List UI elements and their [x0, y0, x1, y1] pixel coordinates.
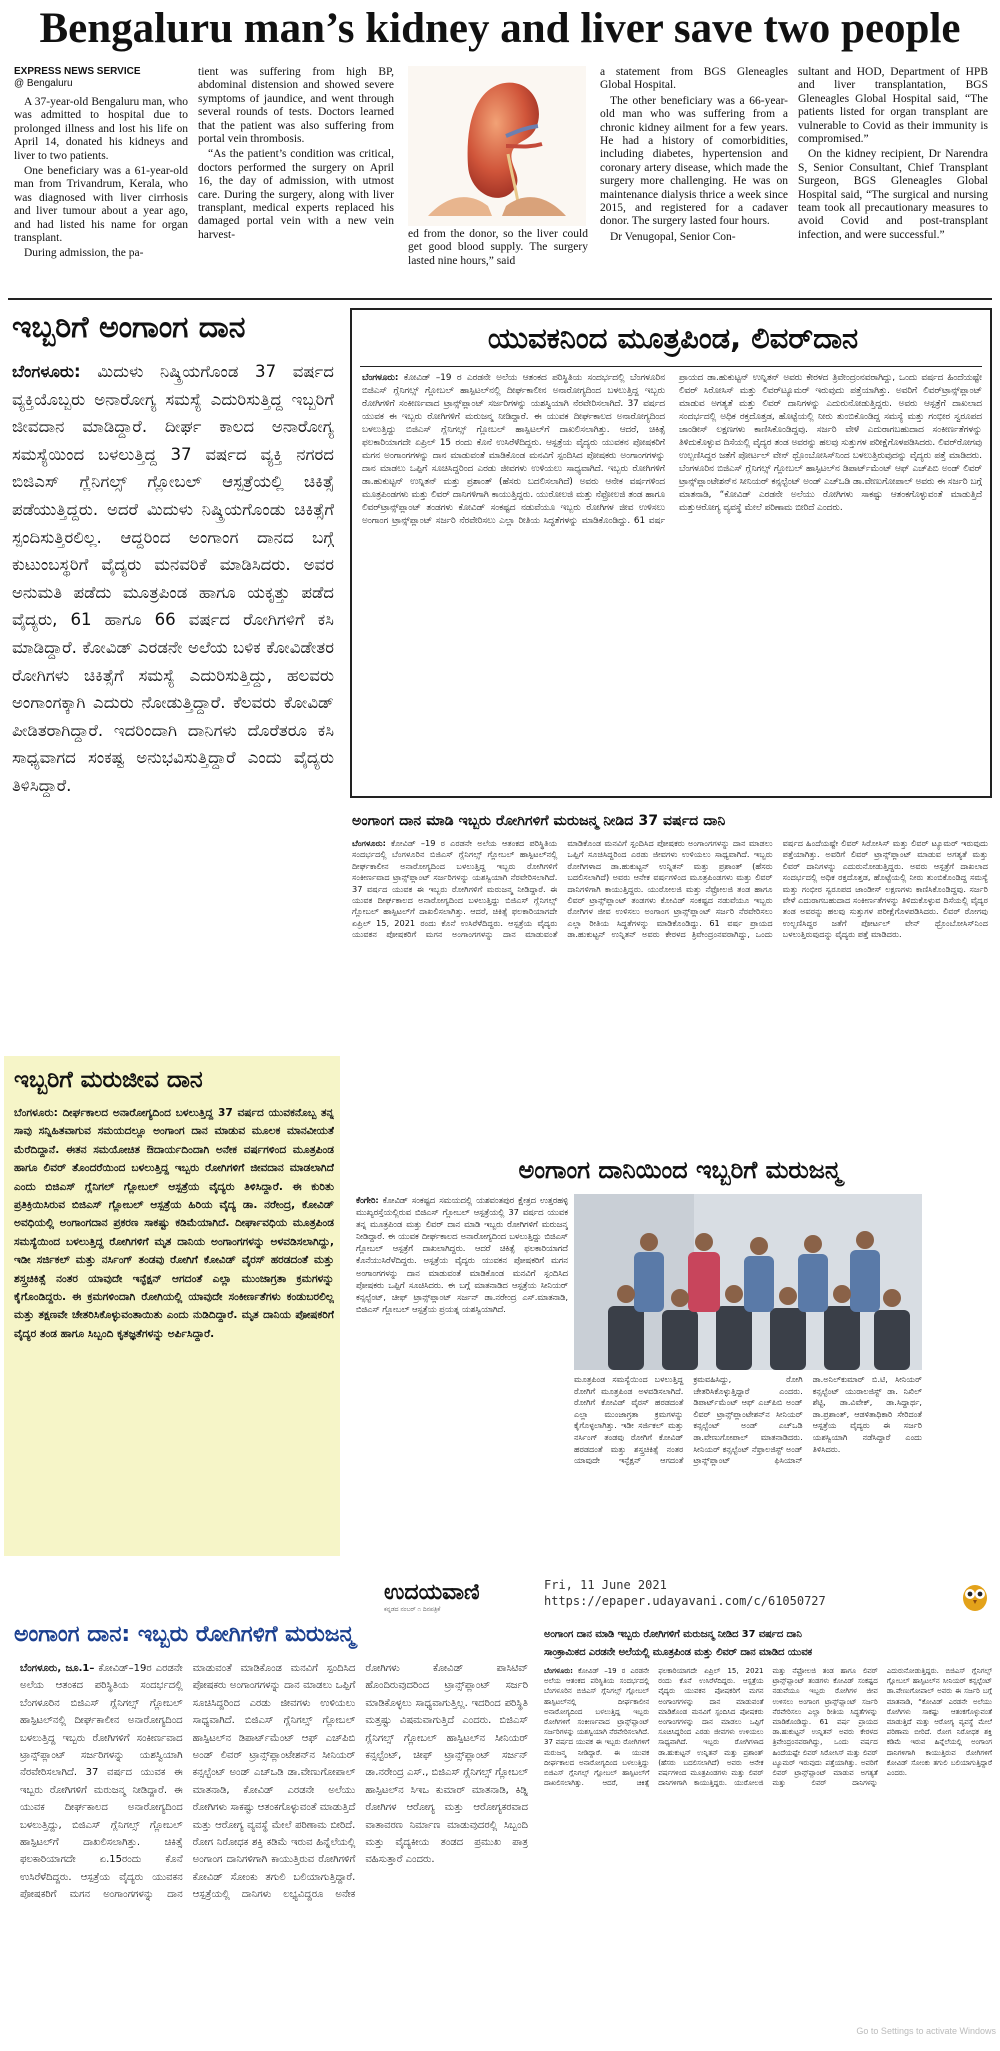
udayavani-logo [384, 1578, 534, 1608]
english-paragraph: One beneficiary was a 61-year-old man from Trivandrum, Kerala, who was diagnosed with liver cirrhosis and liver tumour about a year ago, and had listed his name for organ transplant. [14, 165, 188, 245]
epaper-date: Fri, 11 June 2021 [544, 1578, 667, 1592]
english-col-5 [798, 66, 988, 292]
kidney-icon [408, 66, 586, 226]
owl-icon [960, 1580, 990, 1612]
english-headline: Bengaluru man’s kidney and liver save two people [39, 5, 961, 52]
epaper-url[interactable]: https://epaper.udayavani.com/c/61050727 [544, 1594, 826, 1608]
english-paragraph: A 37-year-old Bengaluru man, who was admitted to hospital due to prolonged illness and lost his life on April 14, donated his kidneys and liver to two patients. [14, 96, 188, 162]
k2-text: ಕೋವಿಡ್ –19 ರ ಎರಡನೇ ಅಲೆಯ ಆತಂಕದ ಪರಿಸ್ಥಿತಿಯ ಸಂದರ್ಭದಲ್ಲಿ ಬೆಂಗಳೂರಿನ ಬಿಜಿಎಸ್ ಗ್ಲೆನಿಗಲ್ಸ್ ಗ್ಲೋಬಲ್ ಹಾಸ್ಪಿಟಲ್‌ನಲ್ಲಿ ದೀರ್ಘಕಾಲೀನ ಅನಾರೋಗ್ಯದಿಂದ ಬಳಲುತ್ತಿದ್ದ ಇಬ್ಬರು ರೋಗಿಗಳಿಗೆ ಸಂಕೀರ್ಣವಾದ ಟ್ರಾನ್ಸ್‌ಪ್ಲಾಂಟ್ ಸರ್ಜರಿಗಳನ್ನು ಯಶಸ್ವಿಯಾಗಿ ನೆರವೇರಿಸಲಾಗಿದೆ. 37 ವರ್ಷದ ಯುವಕ ಈ ಇಬ್ಬರು ರೋಗಿಗಳಿಗೆ ಮರುಜನ್ಮ ನೀಡಿದ್ದಾರೆ. ಈ ಯುವಕ ದೀರ್ಘಕಾಲದ ಅನಾರೋಗ್ಯದಿಂದ ಬಳಲುತ್ತಿದ್ದು ಬಿಜಿಎಸ್ ಗ್ಲೆನಿಗಲ್ಸ್ ಗ್ಲೋಬಲ್ ಹಾಸ್ಪಿಟಲ್‌ಗೆ ದಾಖಲಿಸಲಾಗಿತ್ತು. ಆದರೆ, ಚಿಕಿತ್ಸೆ ಫಲಕಾರಿಯಾಗದೇ ಏಪ್ರಿಲ್ 15 ರಂದು ಕೊನೆ ಉಸಿರೆಳೆದಿದ್ದರು. ಆಸ್ಪತ್ರೆಯ ವೈದ್ಯರು ಯುವಕನ ಪೋಷಕರಿಗೆ ಮಗನ ಅಂಗಾಂಗಗಳನ್ನು ದಾನ ಮಾಡುವಂತೆ ಮಾಡಿಕೊಂಡ ಮನವಿಗೆ ಸ್ಪಂದಿಸಿದ ಪೋಷಕರು ಅಂಗಾಂಗಗಳನ್ನು ದಾನ ಮಾಡಲು ಒಪ್ಪಿಗೆ ಸೂಚಿಸಿದ್ದರಿಂದ ಎರಡು ಜೀವಗಳು ಉಳಿಯಲು ಸಾಧ್ಯವಾಗಿದೆ. ಇಬ್ಬರು ರೋಗಿಗಳಿಗೆ ಡಾ.ಹುಕುಟ್ಟನ್ ಉನ್ನಿತನ್ ಮತ್ತು ಪ್ರಶಾಂತ್ (ಹೆಸರು ಬದಲಿಸಲಾಗಿದೆ) ಅವರು ಆನೇಕ ವರ್ಷಗಳಿಂದ ಮೂತ್ರಪಿಂಡಗಳು ಮತ್ತು ಲಿವರ್ ದಾನಿಗಳಿಗಾಗಿ ಕಾಯುತ್ತಿದ್ದರು. ಯುರೋಲಜಿ ಮತ್ತು ನೆಫ್ರೋಲಜಿ ತಂಡ ಹಾಗೂ ಲಿವರ್‌ಟ್ರಾನ್ಸ್‌ಪ್ಲಾಂಟ್ ತಂಡಗಳು ಕೋವಿಡ್ ಸಂಕಷ್ಟದ ನಡುವೆಯೂ ಇಬ್ಬರು ರೋಗಿಗಳ ಜೀವ ಉಳಿಸಲು ಅಂಗಾಂಗ ಟ್ರಾನ್ಸ್‌ಪ್ಲಾಂಟ್ ಸರ್ಜರಿ ನೆರವೇರಿಸಲು ಎಲ್ಲಾ ರೀತಿಯ ಸಿದ್ಧತೆಗಳನ್ನು ಮಾಡಿಕೊಂಡಿದ್ದು. 61 ವರ್ಷ ಪ್ರಾಯದ ಡಾ.ಹುಕುಟ್ಟನ್ ಉನ್ನಿತನ್ ಅವರು ಕೇರಳದ ತ್ರಿವೇಂದ್ರಂನವರಾಗಿದ್ದು, ಒಂದು ವರ್ಷದ ಹಿಂದೆಯಷ್ಟೇ ಲಿವರ್ ಸಿರೋಸಿಸ್ ಮತ್ತು ಲಿವರ್‌ಟ್ಯೂಮರ್ ಇರುವುದು ಪತ್ತೆಯಾಗಿತ್ತು. ಅವರಿಗೆ ಲಿವರ್‌ಟ್ರಾನ್ಸ್‌ಪ್ಲಾಂಟ್ ಮಾಡುವ ಅಗತ್ಯತೆ ಮತ್ತು ಲಿವರ್ ದಾನಿಗಳನ್ನು ಎದುರುನೋಡುತ್ತಿದ್ದರು. ಅವರು ಆಸ್ಪತ್ರೆಗೆ ದಾಖಲಾದ ಸಂದರ್ಭದಲ್ಲಿ ಅಧಿಕ ರಕ್ತದೊತ್ತಡ, ಹೊಟ್ಟೆಯಲ್ಲಿ ನೀರು ತುಂಬಿಕೊಂಡಿದ್ದ ಸಮಸ್ಯೆ ಮತ್ತು ಗಂಭೀರ ಸ್ವರೂಪದ ಜಾಂಡೀಸ್ ಲಕ್ಷಣಗಳು ಕಾಣಿಸಿಕೊಂಡಿದ್ದವು. ಸರ್ಜರಿ ವೇಳೆ ಎದುರಾಗಬಹುದಾದ ಸಂಕೀರ್ಣತೆಗಳನ್ನು ತಿಳಿದುಕೊಳ್ಳುವ ದಿಸೆಯಲ್ಲಿ ವೈದ್ಯರ ತಂಡ ಅವರನ್ನು ಹಲವು ಸುತ್ತುಗಳ ಪರೀಕ್ಷೆಗೊಳಪಡಿಸಿದರು. ಲಿವರ್‌ರೋಗವು ಉಲ್ಬಣಿಸಿದ್ದರ ಜತೆಗೆ ಪೋರ್ಟಲ್ ವೇನ್ ಥ್ರೊಂಬೋಸಿಸ್‌ನಿಂದ ಬಳಲುತ್ತಿರುವುದನ್ನು ವೈದ್ಯರು ಪತ್ತೆ ಮಾಡಿದರು. ಬೆಂಗಳೂರಿನ ಬಿಜಿಎಸ್ ಗ್ಲೆನಿಗಲ್ಸ್ ಗ್ಲೋಬಲ್ ಹಾಸ್ಪಿಟಲ್‌ನ ಡಿಪಾರ್ಟ್‌ಮೆಂಟ್ ಆಫ್ ಎಚ್‌ಪಿಬಿ ಅಂಡ್ ಲಿವರ್ ಟ್ರಾನ್ಸ್‌ಪ್ಲಾಂಟೇಶನ್‌ನ ಸೀನಿಯರ್ ಕನ್ಸಲ್ಟೆಂಟ್ ಅಂಡ್ ಎಚ್‌ಒಡಿ ಡಾ.ವೇಣುಗೋಪಾಲ್ ಅವರು ಈ ಸರ್ಜರಿ ಬಗ್ಗೆ ಮಾತನಾಡಿ, “ಕೋವಿಡ್ ಎರಡನೇ ಅಲೆಯು ರೋಗಿಗಳು ಸಾಕಷ್ಟು ಆತಂಕಗೊಳ್ಳುವಂತೆ ಮಾಡುತ್ತಿದೆ ಮತ್ತುಆರೋಗ್ಯ ವ್ಯವಸ್ಥೆ ಮೇಲೆ ಪರಿಣಾಮ ಬೀರಿದೆ ಎಂದರು. [362, 373, 982, 526]
english-dateline: @ Bengaluru [14, 78, 73, 89]
k7-text: ಕೋವಿಡ್ –19 ರ ಎರಡನೇ ಅಲೆಯ ಆತಂಕದ ಪರಿಸ್ಥಿತಿಯ ಸಂದರ್ಭದಲ್ಲಿ ಬೆಂಗಳೂರಿನ ಬಿಜಿಎಸ್ ಗ್ಲೆನಿಗಲ್ಸ್ ಗ್ಲೋಬಲ್ ಹಾಸ್ಪಿಟಲ್‌ನಲ್ಲಿ ದೀರ್ಘಕಾಲೀನ ಅನಾರೋಗ್ಯದಿಂದ ಬಳಲುತ್ತಿದ್ದ ಇಬ್ಬರು ರೋಗಿಗಳಿಗೆ ಸಂಕೀರ್ಣವಾದ ಟ್ರಾನ್ಸ್‌ಪ್ಲಾಂಟ್ ಸರ್ಜರಿಗಳನ್ನು ಯಶಸ್ವಿಯಾಗಿ ನೆರವೇರಿಸಲಾಗಿದೆ. 37 ವರ್ಷದ ಯುವಕ ಈ ಇಬ್ಬರು ರೋಗಿಗಳಿಗೆ ಮರುಜನ್ಮ ನೀಡಿದ್ದಾರೆ. ಈ ಯುವಕ ದೀರ್ಘಕಾಲದ ಅನಾರೋಗ್ಯದಿಂದ ಬಳಲುತ್ತಿದ್ದು ಬಿಜಿಎಸ್ ಗ್ಲೆನಿಗಲ್ಸ್ ಗ್ಲೋಬಲ್ ಹಾಸ್ಪಿಟಲ್‌ಗೆ ದಾಖಲಿಸಲಾಗಿತ್ತು. ಆದರೆ, ಚಿಕಿತ್ಸೆ ಫಲಕಾರಿಯಾಗದೇ ಏಪ್ರಿಲ್ 15, 2021 ರಂದು ಕೊನೆ ಉಸಿರೆಳೆದಿದ್ದರು. ಆಸ್ಪತ್ರೆಯ ವೈದ್ಯರು ಯುವಕನ ಪೋಷಕರಿಗೆ ಮಗನ ಅಂಗಾಂಗಗಳನ್ನು ದಾನ ಮಾಡುವಂತೆ ಮಾಡಿಕೊಂಡ ಮನವಿಗೆ ಸ್ಪಂದಿಸಿದ ಪೋಷಕರು ಅಂಗಾಂಗಗಳನ್ನು ದಾನ ಮಾಡಲು ಒಪ್ಪಿಗೆ ಸೂಚಿಸಿದ್ದರಿಂದ ಎರಡು ಜೀವಗಳು ಉಳಿಯಲು ಸಾಧ್ಯವಾಗಿದೆ. ಇಬ್ಬರು ರೋಗಿಗಳಾದ ಡಾ.ಹುಕುಟ್ಟನ್ ಉನ್ನಿತನ್ ಮತ್ತು ಪ್ರಶಾಂತ್ (ಹೆಸರು ಬದಲಿಸಲಾಗಿದೆ) ಅವರು ಆನೇಕ ವರ್ಷಗಳಿಂದ ಮೂತ್ರಪಿಂಡಗಳು ಮತ್ತು ಲಿವರ್ ದಾನಿಗಳಿಗಾಗಿ ಕಾಯುತ್ತಿದ್ದರು. ಯುರೋಲಜಿ ಮತ್ತು ನೆಫ್ರೋಲಜಿ ತಂಡ ಹಾಗೂ ಲಿವರ್ ಟ್ರಾನ್ಸ್‌ಪ್ಲಾಂಟ್ ತಂಡಗಳು ಕೋವಿಡ್ ಸಂಕಷ್ಟದ ನಡುವೆಯೂ ಇಬ್ಬರು ರೋಗಿಗಳ ಜೀವ ಉಳಿಸಲು ಅಂಗಾಂಗ ಟ್ರಾನ್ಸ್‌ಪ್ಲಾಂಟ್ ಸರ್ಜರಿ ನೆರವೇರಿಸಲು ಎಲ್ಲಾ ರೀತಿಯ ಸಿದ್ಧತೆಗಳನ್ನು ಮಾಡಿಕೊಂಡಿದ್ದು. 61 ವರ್ಷ ಪ್ರಾಯದ ಡಾ.ಹುಕುಟ್ಟನ್ ಉನ್ನಿತನ್ ಅವರು ಕೇರಳದ ತ್ರಿವೇಂದ್ರಂನವರಾಗಿದ್ದು, ಒಂದು ವರ್ಷದ ಹಿಂದೆಯಷ್ಟೇ ಲಿವರ್ ಸಿರೋಸಿಸ್ ಮತ್ತು ಲಿವರ್ ಟ್ಯೂಮರ್ ಇರುವುದು ಪತ್ತೆಯಾಗಿತ್ತು. ಅವರಿಗೆ ಲಿವರ್ ಟ್ರಾನ್ಸ್‌ಪ್ಲಾಂಟ್ ಮಾಡುವ ಅಗತ್ಯತೆ ಮತ್ತು ಲಿವರ್ ದಾನಿಗಳನ್ನು ಎದುರುನೋಡುತ್ತಿದ್ದರು. ಬಿಜಿಎಸ್ ಗ್ಲೆನಿಗಲ್ಸ್ ಗ್ಲೋಬಲ್ ಹಾಸ್ಪಿಟಲ್‌ನ ಸೀನಿಯರ್ ಕನ್ಸಲ್ಟೆಂಟ್ ಡಾ.ವೇಣುಗೋಪಾಲ್ ಅವರು ಈ ಸರ್ಜರಿ ಬಗ್ಗೆ ಮಾತನಾಡಿ, “ಕೋವಿಡ್ ಎರಡನೇ ಅಲೆಯು ರೋಗಿಗಳು ಸಾಕಷ್ಟು ಆತಂಕಗೊಳ್ಳುವಂತೆ ಮಾಡುತ್ತಿದೆ ಮತ್ತು ಆರೋಗ್ಯ ವ್ಯವಸ್ಥೆ ಮೇಲೆ ಪರಿಣಾಮ ಬೀರಿದೆ. ರೋಗ ನಿರೋಧಕ ಶಕ್ತಿ ಕಡಿಮೆ ಇರುವ ಹಿನ್ನೆಲೆಯಲ್ಲಿ ಅಂಗಾಂಗ ದಾನಿಗಳಿಗಾಗಿ ಕಾಯುತ್ತಿರುವ ರೋಗಿಗಳಿಗೆ ಕೋವಿಡ್ ಸೋಂಕು ತಗುಲಿ ಬಲಿಯಾಗುತ್ತಿದ್ದಾರೆ ಎಂದರು. [544, 1667, 992, 1788]
k3-body [352, 838, 988, 1110]
k3-text: ಕೋವಿಡ್ –19 ರ ಎರಡನೇ ಅಲೆಯ ಆತಂಕದ ಪರಿಸ್ಥಿತಿಯ ಸಂದರ್ಭದಲ್ಲಿ ಬೆಂಗಳೂರಿನ ಬಿಜಿಎಸ್ ಗ್ಲೆನಿಗಲ್ಸ್ ಗ್ಲೋಬಲ್ ಹಾಸ್ಪಿಟಲ್‌ನಲ್ಲಿ ದೀರ್ಘಕಾಲೀನ ಅನಾರೋಗ್ಯದಿಂದ ಬಳಲುತ್ತಿದ್ದ ಇಬ್ಬರು ರೋಗಿಗಳಿಗೆ ಸಂಕೀರ್ಣವಾದ ಟ್ರಾನ್ಸ್‌ಪ್ಲಾಂಟ್ ಸರ್ಜರಿಗಳನ್ನು ಯಶಸ್ವಿಯಾಗಿ ನೆರವೇರಿಸಲಾಗಿದೆ. 37 ವರ್ಷದ ಯುವಕ ಈ ಇಬ್ಬರು ರೋಗಿಗಳಿಗೆ ಮರುಜನ್ಮ ನೀಡಿದ್ದಾರೆ. ಈ ಯುವಕ ದೀರ್ಘಕಾಲದ ಅನಾರೋಗ್ಯದಿಂದ ಬಳಲುತ್ತಿದ್ದು ಬಿಜಿಎಸ್ ಗ್ಲೆನಿಗಲ್ಸ್ ಗ್ಲೋಬಲ್ ಹಾಸ್ಪಿಟಲ್‌ಗೆ ದಾಖಲಿಸಲಾಗಿತ್ತು. ಆದರೆ, ಚಿಕಿತ್ಸೆ ಫಲಕಾರಿಯಾಗದೇ ಏಪ್ರಿಲ್ 15, 2021 ರಂದು ಕೊನೆ ಉಸಿರೆಳೆದಿದ್ದರು. ಆಸ್ಪತ್ರೆಯ ವೈದ್ಯರು ಯುವಕನ ಪೋಷಕರಿಗೆ ಮಗನ ಅಂಗಾಂಗಗಳನ್ನು ದಾನ ಮಾಡುವಂತೆ ಮಾಡಿಕೊಂಡ ಮನವಿಗೆ ಸ್ಪಂದಿಸಿದ ಪೋಷಕರು ಅಂಗಾಂಗಗಳನ್ನು ದಾನ ಮಾಡಲು ಒಪ್ಪಿಗೆ ಸೂಚಿಸಿದ್ದರಿಂದ ಎರಡು ಜೀವಗಳು ಉಳಿಯಲು ಸಾಧ್ಯವಾಗಿದೆ. ಇಬ್ಬರು ರೋಗಿಗಳಾದ ಡಾ.ಹುಕುಟ್ಟನ್ ಉನ್ನಿತನ್ ಮತ್ತು ಪ್ರಶಾಂತ್ (ಹೆಸರು ಬದಲಿಸಲಾಗಿದೆ) ಅವರು ಆನೇಕ ವರ್ಷಗಳಿಂದ ಮೂತ್ರಪಿಂಡಗಳು ಮತ್ತು ಲಿವರ್ ದಾನಿಗಳಿಗಾಗಿ ಕಾಯುತ್ತಿದ್ದರು. ಯುರೋಲಜಿ ಮತ್ತು ನೆಫ್ರೋಲಜಿ ತಂಡ ಹಾಗೂ ಲಿವರ್ ಟ್ರಾನ್ಸ್‌ಪ್ಲಾಂಟ್ ತಂಡಗಳು ಕೋವಿಡ್ ಸಂಕಷ್ಟದ ನಡುವೆಯೂ ಇಬ್ಬರು ರೋಗಿಗಳ ಜೀವ ಉಳಿಸಲು ಅಂಗಾಂಗ ಟ್ರಾನ್ಸ್‌ಪ್ಲಾಂಟ್ ಸರ್ಜರಿ ನೆರವೇರಿಸಲು ಎಲ್ಲಾ ರೀತಿಯ ಸಿದ್ಧತೆಗಳನ್ನು ಮಾಡಿಕೊಂಡಿದ್ದು. 61 ವರ್ಷ ಪ್ರಾಯದ ಡಾ.ಹುಕುಟ್ಟನ್ ಉನ್ನಿತನ್ ಅವರು ಕೇರಳದ ತ್ರಿವೇಂದ್ರಂನವರಾಗಿದ್ದು, ಒಂದು ವರ್ಷದ ಹಿಂದೆಯಷ್ಟೇ ಲಿವರ್ ಸಿರೋಸಿಸ್ ಮತ್ತು ಲಿವರ್ ಟ್ಯೂಮರ್ ಇರುವುದು ಪತ್ತೆಯಾಗಿತ್ತು. ಅವರಿಗೆ ಲಿವರ್ ಟ್ರಾನ್ಸ್‌ಪ್ಲಾಂಟ್ ಮಾಡುವ ಅಗತ್ಯತೆ ಮತ್ತು ಲಿವರ್ ದಾನಿಗಳನ್ನು ಎದುರುನೋಡುತ್ತಿದ್ದರು. ಅವರು ಆಸ್ಪತ್ರೆಗೆ ದಾಖಲಾದ ಸಂದರ್ಭದಲ್ಲಿ ಅಧಿಕ ರಕ್ತದೊತ್ತಡ, ಹೊಟ್ಟೆಯಲ್ಲಿ ನೀರು ತುಂಬಿಕೊಂಡಿದ್ದ ಸಮಸ್ಯೆ ಮತ್ತು ಗಂಭೀರ ಸ್ವರೂಪದ ಜಾಂಡೀಸ್ ಲಕ್ಷಣಗಳು ಕಾಣಿಸಿಕೊಂಡಿದ್ದವು. ಸರ್ಜರಿ ವೇಳೆ ಎದುರಾಗಬಹುದಾದ ಸಂಕೀರ್ಣತೆಗಳನ್ನು ತಿಳಿದುಕೊಳ್ಳುವ ದಿಸೆಯಲ್ಲಿ ವೈದ್ಯರ ತಂಡ ಅವರನ್ನು ಹಲವು ಸುತ್ತುಗಳ ಪರೀಕ್ಷೆಗೊಳಪಡಿಸಿದರು. ಲಿವರ್ ರೋಗವು ಉಲ್ಬಣಿಸಿದ್ದರ ಜತೆಗೆ ಪೋರ್ಟಲ್ ವೇನ್ ಥ್ರೊಂಬೋಸಿಸ್‌ನಿಂದ ಬಳಲುತ್ತಿರುವುದನ್ನು ವೈದ್ಯರು ಪತ್ತೆ ಮಾಡಿದರು. [352, 838, 988, 940]
group-photo-icon [574, 1194, 922, 1370]
english-caption-text: ed from the donor, so the liver could get good blood supply. The surgery lasted nine hours,” said [408, 228, 588, 267]
k6-title: ಅಂಗಾಂಗ ದಾನ: ಇಬ್ಬರು ರೋಗಿಗಳಿಗೆ ಮರುಜನ್ಮ [14, 1622, 355, 1647]
k4-title: ಇಬ್ಬರಿಗೆ ಮರುಜೀವ ದಾನ [14, 1067, 203, 1093]
english-col-2 [198, 66, 394, 292]
english-col-4 [600, 66, 788, 292]
k7-body [544, 1666, 992, 2006]
english-paragraph: The other beneficiary was a 66-year-old man who was suffering from a chronic kidney ailment for a few years. He had a history of comorbidities, including diabetes, hypertension and coronary artery disease, which made the surgery more challenging. He was on maintenance dialysis thrice a week since 2015, and registered for a cadaver donor. The surgery lasted four hours. [600, 94, 788, 228]
k1-title: ಇಬ್ಬರಿಗೆ ಅಂಗಾಂಗ ದಾನ [12, 310, 246, 345]
divider [8, 298, 992, 300]
english-paragraph: “As the patient’s condition was critical, doctors performed the surgery on April 16, the day of admission, with utmost care. During the surgery, along with liver transplant, medical experts replaced his damaged portal vein with a new vein harvest- [198, 148, 394, 241]
k3-title: ಅಂಗಾಂಗ ದಾನ ಮಾಡಿ ಇಬ್ಬರು ರೋಗಿಗಳಿಗೆ ಮರುಜನ್ಮ ನೀಡಿದ 37 ವರ್ಷದ ದಾನಿ [352, 813, 726, 829]
k2-body [362, 372, 982, 792]
k2-title: ಯುವಕನಿಂದ ಮೂತ್ರಪಿಂಡ, ಲಿವರ್‌ದಾನ [487, 321, 859, 355]
doctors-group-photo [574, 1194, 922, 1370]
k5-dateline: ಕೆಂಗೇರಿ: [356, 1195, 379, 1205]
k6-dateline: ಬೆಂಗಳೂರು, ಜೂ.1– [20, 1663, 95, 1674]
udayavani-logo-text: ಉದಯವಾಣಿ [384, 1580, 480, 1605]
k5-right-body [574, 1374, 922, 1570]
k4-body [14, 1104, 334, 1552]
k3-dateline: ಬೆಂಗಳೂರು: [352, 838, 386, 848]
english-paragraph: During admission, the pa- [24, 247, 144, 260]
k5-left-text: ಕೋವಿಡ್ ಸಂಕಷ್ಟದ ಸಮಯದಲ್ಲಿ ಯಶವಂತಪುರ ಕ್ಷೇತ್ರದ ಉತ್ತರಹಳ್ಳಿ ಮುಖ್ಯರಸ್ತೆಯಲ್ಲಿರುವ ಬಿಜಿಎಸ್ ಗ್ಲೋಬಲ್ ಆಸ್ಪತ್ರೆಯಲ್ಲಿ 37 ವರ್ಷದ ಯುವಕ ತನ್ನ ಮೂತ್ರಪಿಂಡ ಮತ್ತು ಲಿವರ್ ದಾನ ಮಾಡಿ ಇಬ್ಬರು ರೋಗಿಗಳಿಗೆ ಮರುಜನ್ಮ ನೀಡಿದ್ದಾರೆ. ಈ ಯುವಕ ದೀರ್ಘಕಾಲದ ಅನಾರೋಗ್ಯದಿಂದ ಬಳಲುತ್ತಿದ್ದು ಬಿಜಿಎಸ್ ಗ್ಲೋಬಲ್ ಆಸ್ಪತ್ರೆಗೆ ದಾಖಲಾಗಿದ್ದರು. ಆದರೆ ಚಿಕಿತ್ಸೆ ಫಲಕಾರಿಯಾಗದೆ ಕೊನೆಯುಸಿರೆಳೆದಿದ್ದರು. ಆಸ್ಪತ್ರೆಯ ವೈದ್ಯರು ಯುವಕನ ಪೋಷಕರಿಗೆ ಮಗನ ಅಂಗಾಂಗಗಳನ್ನು ದಾನ ಮಾಡುವಂತೆ ಮಾಡಿಕೊಂಡ ಮನವಿಗೆ ಸ್ಪಂದಿಸಿದ ಪೋಷಕರು ಒಪ್ಪಿಗೆ ಸೂಚಿಸಿದರು. ಈ ಬಗ್ಗೆ ಮಾತನಾಡಿದ ಆಸ್ಪತ್ರೆಯ ಸೀನಿಯರ್ ಕನ್ಸಲ್ಟೆಂಟ್, ಚೀಫ್ ಟ್ರಾನ್ಸ್‌ಪ್ಲಾಂಟ್ ಸರ್ಜನ್ ಡಾ.ನರೇಂದ್ರ ಎಸ್.ಮಾತನಾಡಿ, ಬಿಜಿಎಸ್ ಗ್ಲೋಬಲ್ ಆಸ್ಪತ್ರೆಯ ಪ್ರಯತ್ನ ಯಶಸ್ವಿಯಾಗಿದೆ. [356, 1195, 568, 1314]
k7-title-2: ಸಾಂಕ್ರಾಮಿಕದ ಎರಡನೇ ಅಲೆಯಲ್ಲಿ ಮೂತ್ರಪಿಂಡ ಮತ್ತು ಲಿವರ್ ದಾನ ಮಾಡಿದ ಯುವಕ [544, 1647, 813, 1658]
k5-left-body [356, 1194, 568, 1444]
activate-windows-watermark: Go to Settings to activate Windows [856, 2026, 996, 2036]
k2-dateline: ಬೆಂಗಳೂರು: [362, 373, 399, 383]
k6-text: ಕೋವಿಡ್–19ರ ಎರಡನೇ ಅಲೆಯ ಆತಂಕದ ಪರಿಸ್ಥಿತಿಯ ಸಂದರ್ಭದಲ್ಲಿ ಬೆಂಗಳೂರಿನ ಬಿಜಿಎಸ್ ಗ್ಲೆನಿಗಲ್ಸ್ ಗ್ಲೋಬಲ್ ಹಾಸ್ಪಿಟಲ್‌ನಲ್ಲಿ ದೀರ್ಘಕಾಲೀನ ಅನಾರೋಗ್ಯದಿಂದ ಬಳಲುತ್ತಿದ್ದ ಇಬ್ಬರು ರೋಗಿಗಳಿಗೆ ಸಂಕೀರ್ಣವಾದ ಟ್ರಾನ್ಸ್‌ಪ್ಲಾಂಟ್ ಸರ್ಜರಿಗಳನ್ನು ಯಶಸ್ವಿಯಾಗಿ ನೆರವೇರಿಸಲಾಗಿದೆ. 37 ವರ್ಷದ ಯುವಕ ಈ ಇಬ್ಬರು ರೋಗಿಗಳಿಗೆ ಮರುಜನ್ಮ ನೀಡಿದ್ದಾರೆ. ಈ ಯುವಕ ದೀರ್ಘಕಾಲದ ಅನಾರೋಗ್ಯದಿಂದ ಬಳಲುತ್ತಿದ್ದು, ಬಿಜಿಎಸ್ ಗ್ಲೆನಿಗಲ್ಸ್ ಗ್ಲೋಬಲ್ ಹಾಸ್ಪಿಟಲ್‌ಗೆ ದಾಖಲಿಸಲಾಗಿತ್ತು. ಚಿಕಿತ್ಸೆ ಫಲಕಾರಿಯಾಗದೇ ಏ.15ರಂದು ಕೊನೆ ಉಸಿರೆಳೆದಿದ್ದರು. ಆಸ್ಪತ್ರೆಯ ವೈದ್ಯರು ಯುವಕನ ಪೋಷಕರಿಗೆ ಮಗನ ಅಂಗಾಂಗಗಳನ್ನು ದಾನ ಮಾಡುವಂತೆ ಮಾಡಿಕೊಂಡ ಮನವಿಗೆ ಸ್ಪಂದಿಸಿದ ಪೋಷಕರು ಅಂಗಾಂಗಗಳನ್ನು ದಾನ ಮಾಡಲು ಒಪ್ಪಿಗೆ ಸೂಚಿಸಿದ್ದರಿಂದ ಎರಡು ಜೀವಗಳು ಉಳಿಯಲು ಸಾಧ್ಯವಾಗಿದೆ. ಬಿಜಿಎಸ್ ಗ್ಲೆನಿಗಲ್ಸ್ ಗ್ಲೋಬಲ್ ಹಾಸ್ಪಿಟಲ್‌ನ ಡಿಪಾರ್ಟ್‌ಮೆಂಟ್ ಆಫ್ ಎಚ್‌ಪಿಬಿ ಅಂಡ್ ಲಿವರ್ ಟ್ರಾನ್ಸ್‌ಪ್ಲಾಂಟೇಶನ್‌ನ ಸೀನಿಯರ್ ಕನ್ಸಲ್ಟೆಂಟ್ ಅಂಡ್ ಎಚ್‌ಒಡಿ ಡಾ.ವೇಣುಗೋಪಾಲ್ ಮಾತನಾಡಿ, ಕೋವಿಡ್ ಎರಡನೇ ಅಲೆಯು ರೋಗಿಗಳು ಸಾಕಷ್ಟು ಆತಂಕಗೊಳ್ಳುವಂತೆ ಮಾಡುತ್ತಿದೆ ಮತ್ತು ಆರೋಗ್ಯ ವ್ಯವಸ್ಥೆ ಮೇಲೆ ಪರಿಣಾಮ ಬೀರಿದೆ. ರೋಗ ನಿರೋಧಕ ಶಕ್ತಿ ಕಡಿಮೆ ಇರುವ ಹಿನ್ನೆಲೆಯಲ್ಲಿ ಅಂಗಾಂಗ ದಾನಿಗಳಿಗಾಗಿ ಕಾಯುತ್ತಿರುವ ರೋಗಿಗಳಿಗೆ ಕೋವಿಡ್ ಸೋಂಕು ತಗುಲಿ ಬಲಿಯಾಗುತ್ತಿದ್ದಾರೆ. ಆಸ್ಪತ್ರೆಯಲ್ಲಿ ದಾನಿಗಳು ಲಭ್ಯವಿದ್ದರೂ ಅನೇಕ ರೋಗಿಗಳು ಕೋವಿಡ್ ಪಾಸಿಟಿವ್ ಹೊಂದಿರುವುದರಿಂದ ಟ್ರಾನ್ಸ್‌ಪ್ಲಾಂಟ್ ಸರ್ಜರಿ ಮಾಡಿಕೊಳ್ಳಲು ಸಾಧ್ಯವಾಗುತ್ತಿಲ್ಲ. ಇದರಿಂದ ಪರಿಸ್ಥಿತಿ ಮತ್ತಷ್ಟು ವಿಷಮವಾಗುತ್ತಿದೆ ಎಂದರು. ಬಿಜಿಎಸ್ ಗ್ಲೆನಿಗಲ್ಸ್ ಗ್ಲೋಬಲ್ ಹಾಸ್ಪಿಟಲ್‌ನ ಸೀನಿಯರ್ ಕನ್ಸಲ್ಟೆಂಟ್, ಚೀಫ್ ಟ್ರಾನ್ಸ್‌ಪ್ಲಾಂಟ್ ಸರ್ಜನ್ ಡಾ.ನರೇಂದ್ರ ಎಸ್., ಬಿಜಿಎಸ್ ಗ್ಲೆನಿಗಲ್ಸ್ ಗ್ಲೋಬಲ್ ಹಾಸ್ಪಿಟಲ್‌ನ ಸಿಇಒ ಕುಮಾರ್ ಮಾತನಾಡಿ, ಕಿಡ್ನಿ ರೋಗಿಗಳ ಆರೋಗ್ಯ ಮತ್ತು ಆರೋಗ್ಯಕರವಾದ ವಾತಾವರಣ ನಿರ್ಮಾಣ ಮಾಡುವುದರಲ್ಲಿ ಸಿಬ್ಬಂದಿ ಮತ್ತು ವೈದ್ಯಕೀಯ ತಂಡದ ಪ್ರಮುಖ ಪಾತ್ರ ವಹಿಸುತ್ತಾರೆ ಎಂದರು. [20, 1663, 528, 1901]
k4-text: ದೀರ್ಘಕಾಲದ ಅನಾರೋಗ್ಯದಿಂದ ಬಳಲುತ್ತಿದ್ದ 37 ವರ್ಷದ ಯುವಕನೊಬ್ಬ ತನ್ನ ಸಾವು ಸನ್ನಿಹಿತವಾಗುವ ಸಮಯದಲ್ಲೂ ಅಂಗಾಂಗ ದಾನ ಮಾಡುವ ಮೂಲಕ ಮಾನವೀಯತೆ ಮೆರೆದಿದ್ದಾನೆ. ಈತನ ಸಮಯೋಚಿತ ಔದಾರ್ಯದಿಂದಾಗಿ ಅನೇಕ ವರ್ಷಗಳಿಂದ ಮೂತ್ರಪಿಂಡ ಹಾಗೂ ಲಿವರ್ ತೊಂದರೆಯಿಂದ ಬಳಲುತ್ತಿದ್ದ ಇಬ್ಬರು ರೋಗಿಗಳಿಗೆ ಜೀವದಾನ ಮಾಡಲಾಗಿದೆ ಎಂದು ಬಿಜಿಎಸ್ ಗ್ಲೆನಿಗಲ್ ಗ್ಲೋಬಲ್ ಆಸ್ಪತ್ರೆಯ ವೈದ್ಯರು ತಿಳಿಸಿದ್ದಾರೆ. ಈ ಕುರಿತು ಪ್ರತಿಕ್ರಿಯಿಸಿರುವ ಬಿಜಿಎಸ್ ಗ್ಲೋಬಲ್ ಆಸ್ಪತ್ರೆಯ ಹಿರಿಯ ವೈದ್ಯ ಡಾ. ನರೇಂದ್ರ, ಕೋವಿಡ್ ಅವಧಿಯಲ್ಲಿ ಅಂಗಾಂಗದಾನ ಪ್ರಕರಣ ಸಾಕಷ್ಟು ಕಡಿಮೆಯಾಗಿದೆ. ದೀರ್ಘಾವಧಿಯ ಮೂತ್ರಪಿಂಡ ಸಮಸ್ಯೆಯಿಂದ ಬಳಲುತ್ತಿದ್ದ ರೋಗಿಗಳಿಗೆ ಮೃತ ದಾನಿಯ ಅಂಗಾಂಗಗಳನ್ನು ಅಳವಡಿಸಲಾಗಿದ್ದು, ಇಡೀ ಸರ್ಜಿಕಲ್ ಮತ್ತು ನರ್ಸಿಂಗ್ ತಂಡವು ರೋಗಿಗೆ ಕೋವಿಡ್ ವೈರಸ್ ಹರಡದಂತೆ ಮತ್ತು ಶಸ್ತ್ರಚಿಕಿತ್ಸೆ ನಂತರ ಯಾವುದೇ ಇನ್ಫೆಕ್ಷನ್ ಆಗದಂತೆ ಎಲ್ಲಾ ಮುಂಜಾಗ್ರತಾ ಕ್ರಮಗಳನ್ನು ಕೈಗೊಂಡಿದ್ದರು. ಈ ಕ್ರಮಗಳಿಂದಾಗಿ ರೋಗಿಯಲ್ಲಿ ಯಾವುದೇ ಸಂಕೀರ್ಣತೆಗಳು ಕಂಡುಬರಲಿಲ್ಲ ಮತ್ತು ತಕ್ಷಣವೇ ಚೇತರಿಸಿಕೊಳ್ಳುವಂತಾಯಿತು ಎಂದು ನುಡಿದಿದ್ದಾರೆ. ಮೃತ ದಾನಿಯ ಪೋಷಕರಿಗೆ ವೈದ್ಯರ ತಂಡ ಹಾಗೂ ಸಿಬ್ಬಂದಿ ಕೃತಜ್ಞತೆಗಳನ್ನು ಅರ್ಪಿಸಿದ್ದಾರೆ. [14, 1107, 334, 1340]
english-paragraph: On the kidney recipient, Dr Narendra S, Senior Consultant, Chief Transplant Surgeon, BGS Gleneagles Global Hospital said, “The surgical and nursing team took all precautionary measures to avoid Covid and post-transplant infection, and were successful.” [798, 148, 988, 241]
english-service: EXPRESS NEWS SERVICE [14, 66, 141, 77]
k5-title: ಅಂಗಾಂಗ ದಾನಿಯಿಂದ ಇಬ್ಬರಿಗೆ ಮರುಜನ್ಮ [518, 1156, 842, 1184]
k7-title-1: ಅಂಗಾಂಗ ದಾನ ಮಾಡಿ ಇಬ್ಬರು ರೋಗಿಗಳಿಗೆ ಮರುಜನ್ಮ ನೀಡಿದ 37 ವರ್ಷದ ದಾನಿ [544, 1629, 802, 1640]
k1-body [12, 358, 334, 1048]
english-paragraph: sultant and HOD, Department of HPB and liver transplantation, BGS Gleneagles Global Hospital said, “The patients listed for organ transplant are vulnerable to Covid as their immunity is compromised.” [798, 66, 988, 146]
k5-right-text: ಮೂತ್ರಪಿಂಡ ಸಮಸ್ಯೆಯಿಂದ ಬಳಲುತ್ತಿದ್ದ ರೋಗಿಗೆ ಮೂತ್ರಪಿಂಡ ಅಳವಡಿಸಲಾಗಿದೆ. ರೋಗಿಗೆ ಕೋವಿಡ್ ವೈರಸ್ ಹರಡದಂತೆ ಎಲ್ಲಾ ಮುಂಜಾಗ್ರತಾ ಕ್ರಮಗಳನ್ನು ಕೈಗೊಳ್ಳಲಾಗಿತ್ತು. ಇಡೀ ಸರ್ಜಿಕಲ್ ಮತ್ತು ನರ್ಸಿಂಗ್ ತಂಡವು ರೋಗಿಗೆ ಕೋವಿಡ್ ಹರಡದಂತೆ ಮತ್ತು ಶಸ್ತ್ರಚಿಕಿತ್ಸೆ ನಂತರ ಯಾವುದೇ ಇನ್ಫೆಕ್ಷನ್ ಆಗದಂತೆ ಕ್ರಮವಹಿಸಿದ್ದು, ರೋಗಿ ಚೇತರಿಸಿಕೊಳ್ಳುತ್ತಿದ್ದಾರೆ ಎಂದರು. ಡಿಪಾರ್ಟ್‌ಮೆಂಟ್ ಆಫ್ ಎಚ್‌ಪಿಬಿ ಅಂಡ್ ಲಿವರ್ ಟ್ರಾನ್ಸ್‌ಪ್ಲಾಂಟೇಶನ್‌ನ ಸೀನಿಯರ್ ಕನ್ಸಲ್ಟೆಂಟ್ ಅಂಡ್ ಎಚ್‌ಒಡಿ ಡಾ.ವೇಣುಗೋಪಾಲ್ ಮಾತನಾಡಿದರು. ಸೀನಿಯರ್ ಕನ್ಸಲ್ಟೆಂಟ್ ನೆಫ್ರಾಲಜಿಸ್ಟ್ ಅಂಡ್ ಟ್ರಾನ್ಸ್‌ಪ್ಲಾಂಟ್ ಫಿಸಿಯಾನ್ ಡಾ.ಅನಿಲ್‌ಕುಮಾರ್ ಬಿ.ಟಿ, ಸೀನಿಯರ್ ಕನ್ಸಲ್ಟೆಂಟ್ ಯುರಾಲಜಿಸ್ಟ್ ಡಾ. ನಿಖಿಲ್ ಶೆಟ್ಟಿ, ಡಾ.ವಿವೇಕ್, ಡಾ.ಸಿದ್ದಾರ್ಥ, ಡಾ.ಪ್ರಶಾಂತ್, ಆಡಳಿತಾಧಿಕಾರಿ ಸೇರಿದಂತೆ ಆಸ್ಪತ್ರೆಯ ವೈದ್ಯರು ಈ ಸರ್ಜರಿ ಯಶಸ್ವಿಯಾಗಿ ನಡೆಸಿದ್ದಾರೆ ಎಂದು ತಿಳಿಸಿದರು. [574, 1374, 922, 1466]
k1-text: ಮಿದುಳು ನಿಷ್ಕ್ರಿಯಗೊಂಡ 37 ವರ್ಷದ ವ್ಯಕ್ತಿಯೊಬ್ಬರು ಅನಾರೋಗ್ಯ ಸಮಸ್ಯೆ ಎದುರಿಸುತ್ತಿದ್ದ ಇಬ್ಬರಿಗೆ ಜೀವದಾನ ಮಾಡಿದ್ದಾರೆ. ದೀರ್ಘ ಕಾಲದ ಅನಾರೋಗ್ಯ ಸಮಸ್ಯೆಯಿಂದ ಬಳಲುತ್ತಿದ್ದ 37 ವರ್ಷದ ವ್ಯಕ್ತಿ ನಗರದ ಬಿಜಿಎಸ್ ಗ್ಲೆನಿಗಲ್ಸ್ ಗ್ಲೋಬಲ್ ಆಸ್ಪತ್ರೆಯಲ್ಲಿ ಚಿಕಿತ್ಸೆ ಪಡೆಯುತ್ತಿದ್ದರು. ಅದರೆ ಮಿದುಳು ನಿಷ್ಕ್ರಿಯಗೊಂಡು ಚಿಕಿತ್ಸೆಗೆ ಸ್ಪಂದಿಸುತ್ತಿರಲಿಲ್ಲ. ಆದ್ದರಿಂದ ಅಂಗಾಂಗ ದಾನದ ಬಗ್ಗೆ ಕುಟುಂಬಸ್ಥರಿಗೆ ವೈದ್ಯರು ಮನವರಿಕೆ ಮಾಡಿಸಿದರು. ಅವರ ಅನುಮತಿ ಪಡೆದು ಮೂತ್ರಪಿಂಡ ಹಾಗೂ ಯಕೃತ್ತು ಪಡೆದ ವೈದ್ಯರು, 61 ಹಾಗೂ 66 ವರ್ಷದ ರೋಗಿಗಳಿಗೆ ಕಸಿ ಮಾಡಿದ್ದಾರೆ. ಕೋವಿಡ್ ಎರಡನೇ ಅಲೆಯ ಬಳಿಕ ಕೋವಿಡೇತರ ರೋಗಿಗಳು ಚಿಕಿತ್ಸೆಗೆ ಸಮಸ್ಯೆ ಎದುರಿಸುತ್ತಿದ್ದು, ಹಲವರು ಅಂಗಾಂಗಕ್ಕಾಗಿ ಎದುರು ನೋಡುತ್ತಿದ್ದಾರೆ. ಕೆಲವರು ಕೋವಿಡ್ ಪೀಡಿತರಾಗಿದ್ದಾರೆ. ಇದರಿಂದಾಗಿ ದಾನಿಗಳು ದೊರೆತರೂ ಕಸಿ ಸಾಧ್ಯವಾಗದ ಸಂಕಷ್ಟ ಅನುಭವಿಸುತ್ತಿದ್ದಾರೆ ಎಂದು ವೈದ್ಯರು ತಿಳಿಸಿದ್ದಾರೆ. [12, 362, 334, 795]
english-paragraph: Dr Venugopal, Senior Con- [610, 230, 736, 243]
k7-dateline: ಬೆಂಗಳೂರು: [544, 1667, 573, 1675]
english-paragraph: tient was suffering from high BP, abdominal distension and showed severe symptoms of jaundice, and went through several rounds of tests. Doctors learned that the patient was also suffering from portal vein thrombosis. [198, 66, 394, 146]
udayavani-tagline: ಕನ್ನಡದ ನಂಬರ್ ೧ ದಿನಪತ್ರಿಕೆ [384, 1606, 441, 1613]
k6-body [20, 1660, 528, 2046]
k4-dateline: ಬೆಂಗಳೂರು: [14, 1107, 58, 1119]
english-paragraph: a statement from BGS Gleneagles Global Hospital. [600, 66, 788, 92]
divider [360, 366, 982, 367]
kidney-illustration [408, 66, 586, 226]
k1-dateline: ಬೆಂಗಳೂರು: [12, 362, 81, 381]
